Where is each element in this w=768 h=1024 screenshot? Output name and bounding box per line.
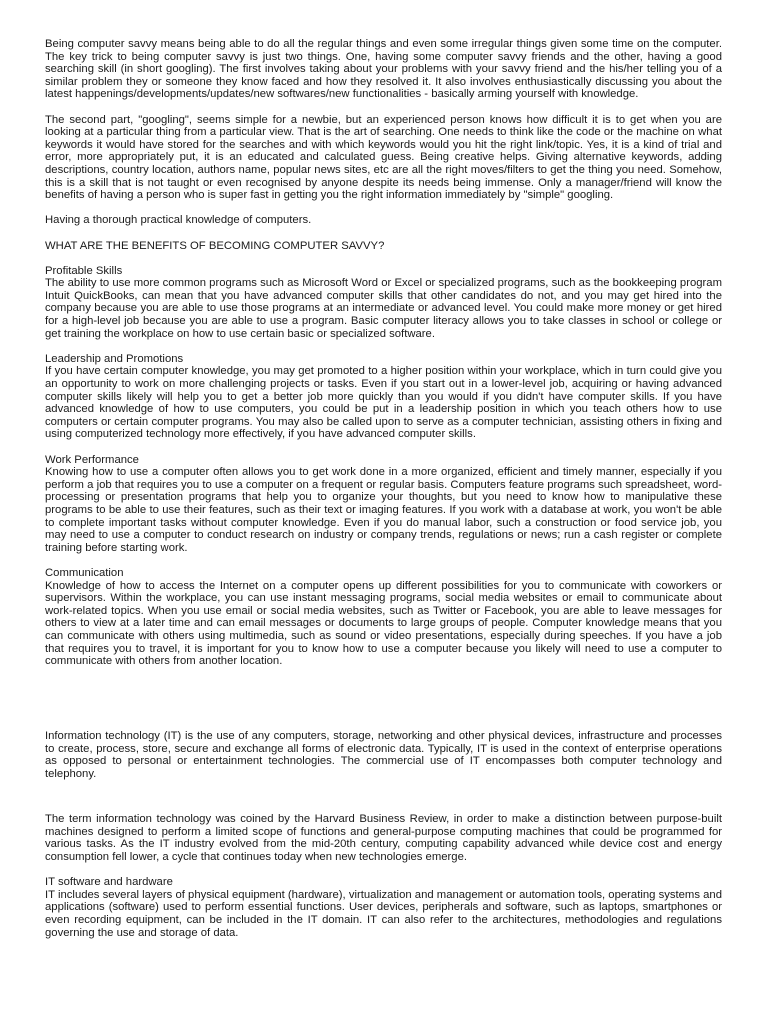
- section-work-performance: [45, 454, 722, 555]
- section-body: Knowing how to use a computer often allows you to get work done in a more organized, efficient and timely manner, especially if you perform a job that requires you to use a computer on a frequent or regular basis. Computers feature programs such spreadsheet, word-processing or presentation programs that help you to organize your thoughts, but you need to know how to manipulative these programs to be able to use their features, such as their text or imaging features. If you work with a database at work, you won't be able to complete important tasks without computer knowledge. Even if you do manual labor, such a construction or food service job, you may need to use a computer to conduct research on industry or company trends, regulations or news; run a cash register or complete training before starting work.: [45, 466, 722, 554]
- section-leadership-promotions: [45, 353, 722, 441]
- spacer: [45, 680, 722, 730]
- section-body: The ability to use more common programs such as Microsoft Word or Excel or specialized programs, such as the bookkeeping program Intuit QuickBooks, can mean that you have advanced computer skills that other candidates do not, and you may get hired into the company because you are able to use those programs at an intermediate or advanced level. You could make more money or get hired for a high-level job because you are able to use a program. Basic computer literacy allows you to take classes in school or college or get training the workplace on how to use certain basic or specialized software.: [45, 277, 722, 340]
- section-heading: Communication: [45, 566, 124, 579]
- section-body: IT includes several layers of physical equipment (hardware), virtualization and management or automation tools, operating systems and applications (software) used to perform essential functions. User devices, peripherals and software, such as laptops, smartphones or even recording equipment, can be included in the IT domain. IT can also refer to the architectures, methodologies and regulations governing the use and storage of data.: [45, 888, 722, 939]
- intro-paragraph-1: Being computer savvy means being able to do all the regular things and even some irregular things given some time on the computer. The key trick to being computer savvy is just two things. One, having some computer savvy friends and the other, having a good searching skill (in short googling). The first involves taking about your problems with your savvy friend and the his/her telling you of a similar problem they or someone they know faced and how they resolved it. It also involves enthusiastically discussing you about the latest happenings/developments/updates/new softwares/new functionalities - basically arming yourself with knowledge.: [45, 38, 722, 101]
- document-page: [45, 38, 722, 952]
- section-heading: Leadership and Promotions: [45, 352, 184, 365]
- it-paragraph-2: The term information technology was coined by the Harvard Business Review, in order to make a distinction between purpose-built machines designed to perform a limited scope of functions and general-purpose computing machines that could be programmed for various tasks. As the IT industry evolved from the mid-20th century, computing capability advanced while device cost and energy consumption fell lower, a cycle that continues today when new technologies emerge.: [45, 813, 722, 864]
- spacer: [45, 793, 722, 813]
- it-paragraph-1: Information technology (IT) is the use of any computers, storage, networking and other physical devices, infrastructure and processes to create, process, store, secure and exchange all forms of electronic data. Typically, IT is used in the context of enterprise operations as opposed to personal or entertainment technologies. The commercial use of IT encompasses both computer technology and telephony.: [45, 730, 722, 781]
- intro-paragraph-2: The second part, "googling", seems simple for a newbie, but an experienced person knows how difficult it is to get when you are looking at a particular thing from a particular view. That is the art of searching. One needs to think like the code or the machine on what keywords it would have stored for the searches and with which keywords would you hit the right link/topic. Yes, it is a kind of trial and error, more appropriately put, it is an educated and calculated guess. Being creative helps. Giving alternative keywords, adding descriptions, country location, authors name, popular news sites, etc are all the right moves/filters to get the thing you need. Somehow, this is a skill that is not taught or even recognised by anyone despite its needs being immense. Only a manager/friend will know the benefits of having a person who is super fast in getting you the right information immediately by "simple" googling.: [45, 113, 722, 202]
- section-body: If you have certain computer knowledge, you may get promoted to a higher position within your workplace, which in turn could give you an opportunity to work on more challenging projects or tasks. Even if you start out in a lower-level job, acquiring or having advanced computer skills likely will help you to get a better job more quickly than you would if you didn't have computer skills. If you have advanced knowledge of how to use computers, you could be put in a leadership position in which you teach others how to use computers or certain computer programs. You may also be called upon to serve as a computer technician, assisting others in fixing and using computerized technology more effectively, if you have advanced computer skills.: [45, 365, 722, 441]
- section-heading: Work Performance: [45, 453, 139, 466]
- section-profitable-skills: [45, 265, 722, 341]
- section-communication: [45, 567, 722, 668]
- section-heading: IT software and hardware: [45, 876, 173, 889]
- section-it-software-hardware: [45, 876, 722, 939]
- benefits-title: WHAT ARE THE BENEFITS OF BECOMING COMPUTER SAVVY?: [45, 239, 385, 252]
- section-heading: Profitable Skills: [45, 264, 123, 277]
- intro-paragraph-3: Having a thorough practical knowledge of computers.: [45, 214, 312, 227]
- section-body: Knowledge of how to access the Internet on a computer opens up different possibilities for you to communicate with coworkers or supervisors. Within the workplace, you can use instant messaging programs, social media websites or email to communicate about work-related topics. When you use email or social media websites, such as Twitter or Facebook, you are able to leave messages for others to view at a later time and can email messages or documents to large groups of people. Computer knowledge means that you can communicate with others using multimedia, such as sound or video presentations, especially during speeches. If you have a job that requires you to travel, it is important for you to know how to use a computer because you likely will need to use a computer to communicate with others from another location.: [45, 579, 722, 668]
